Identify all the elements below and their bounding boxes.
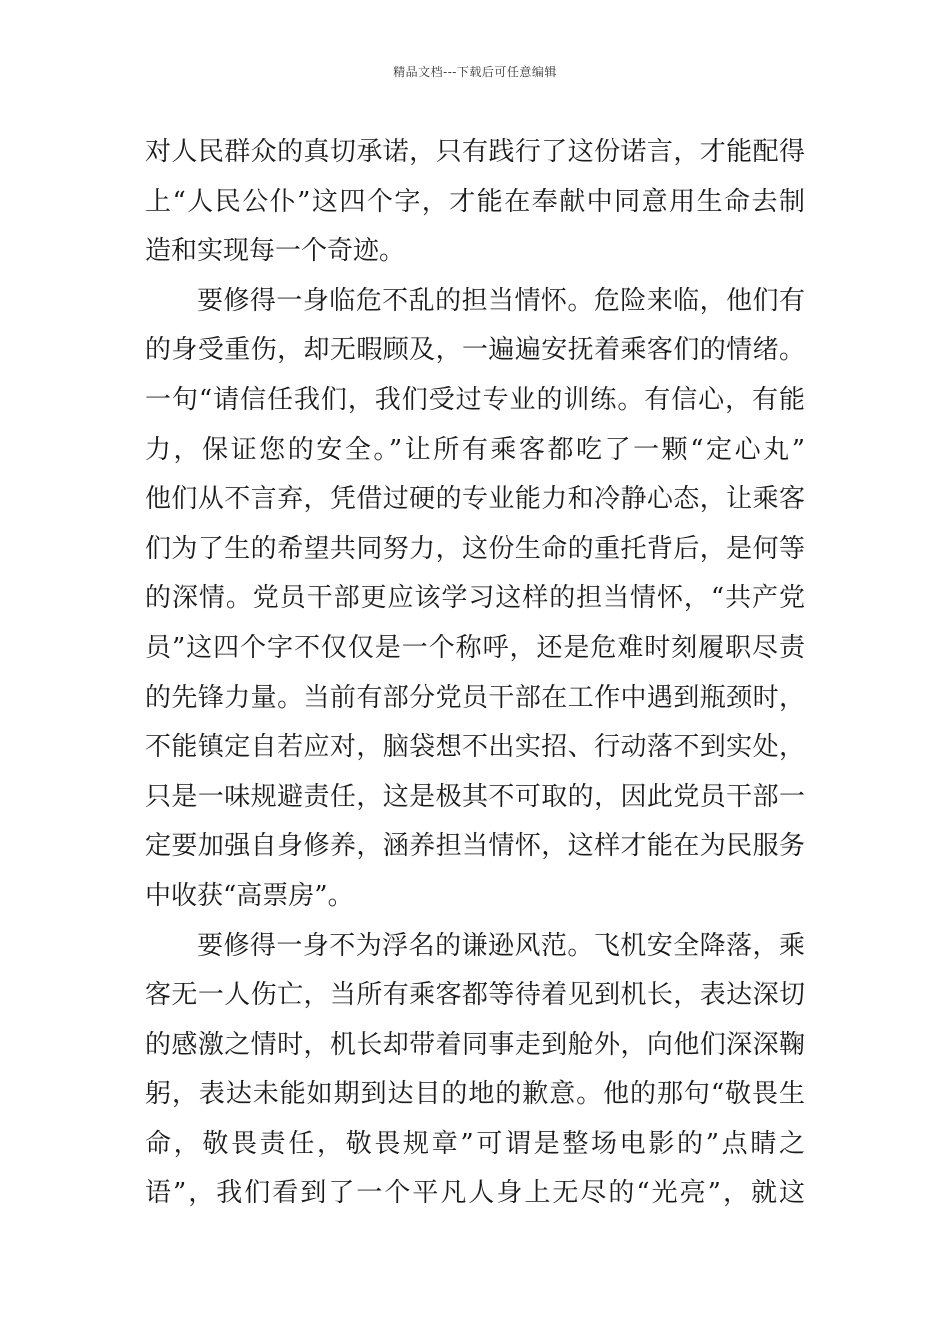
text-line: 中收获“高票房”。 (145, 880, 354, 911)
text-line: 们为了生的希望共同努力，这份生命的重托背后，是何等 (145, 533, 805, 564)
text-line: 员”这四个字不仅仅是一个称呼，还是危难时刻履职尽责 (145, 632, 805, 663)
text-line: 的深情。党员干部更应该学习这样的担当情怀，“共产党 (145, 583, 805, 614)
text-line: 的感激之情时，机长却带着同事走到舱外，向他们深深鞠 (145, 1029, 805, 1060)
page-header: 精品文档---下载后可任意编辑 (393, 65, 557, 79)
body-text (145, 128, 805, 1219)
text-line: 客无一人伤亡，当所有乘客都等待着见到机长，表达深切 (145, 980, 805, 1011)
text-line: 不能镇定自若应对，脑袋想不出实招、行动落不到实处， (145, 732, 805, 763)
text-line: 要修得一身临危不乱的担当情怀。危险来临，他们有 (197, 285, 805, 316)
text-line: 上“人民公仆”这四个字，才能在奉献中同意用生命去制 (145, 186, 805, 217)
text-line: 的身受重伤，却无暇顾及，一遍遍安抚着乘客们的情绪。 (145, 335, 805, 366)
text-line: 要修得一身不为浮名的谦逊风范。飞机安全降落，乘 (197, 930, 805, 961)
text-line: 力，保证您的安全。”让所有乘客都吃了一颗“定心丸” (145, 434, 805, 465)
text-line: 语”，我们看到了一个平凡人身上无尽的“光亮”，就这 (145, 1178, 805, 1209)
text-line: 躬，表达未能如期到达目的地的歉意。他的那句“敬畏生 (145, 1079, 805, 1110)
text-line: 的先锋力量。当前有部分党员干部在工作中遇到瓶颈时， (145, 682, 805, 713)
text-line: 对人民群众的真切承诺，只有践行了这份诺言，才能配得 (145, 137, 805, 167)
text-line: 只是一味规避责任，这是极其不可取的，因此党员干部一 (145, 781, 805, 812)
paragraph-2 (145, 277, 805, 922)
paragraph-3 (145, 922, 805, 1220)
text-line: 命，敬畏责任，敬畏规章”可谓是整场电影的”点睛之 (145, 1128, 805, 1159)
paragraph-1 (145, 128, 805, 277)
text-line: 他们从不言弃，凭借过硬的专业能力和冷静心态，让乘客 (145, 484, 805, 515)
text-line: 造和实现每一个奇迹。 (145, 236, 406, 267)
text-line: 定要加强自身修养，涵养担当情怀，这样才能在为民服务 (145, 831, 805, 862)
text-line: 一句“请信任我们，我们受过专业的训练。有信心，有能 (145, 384, 805, 415)
